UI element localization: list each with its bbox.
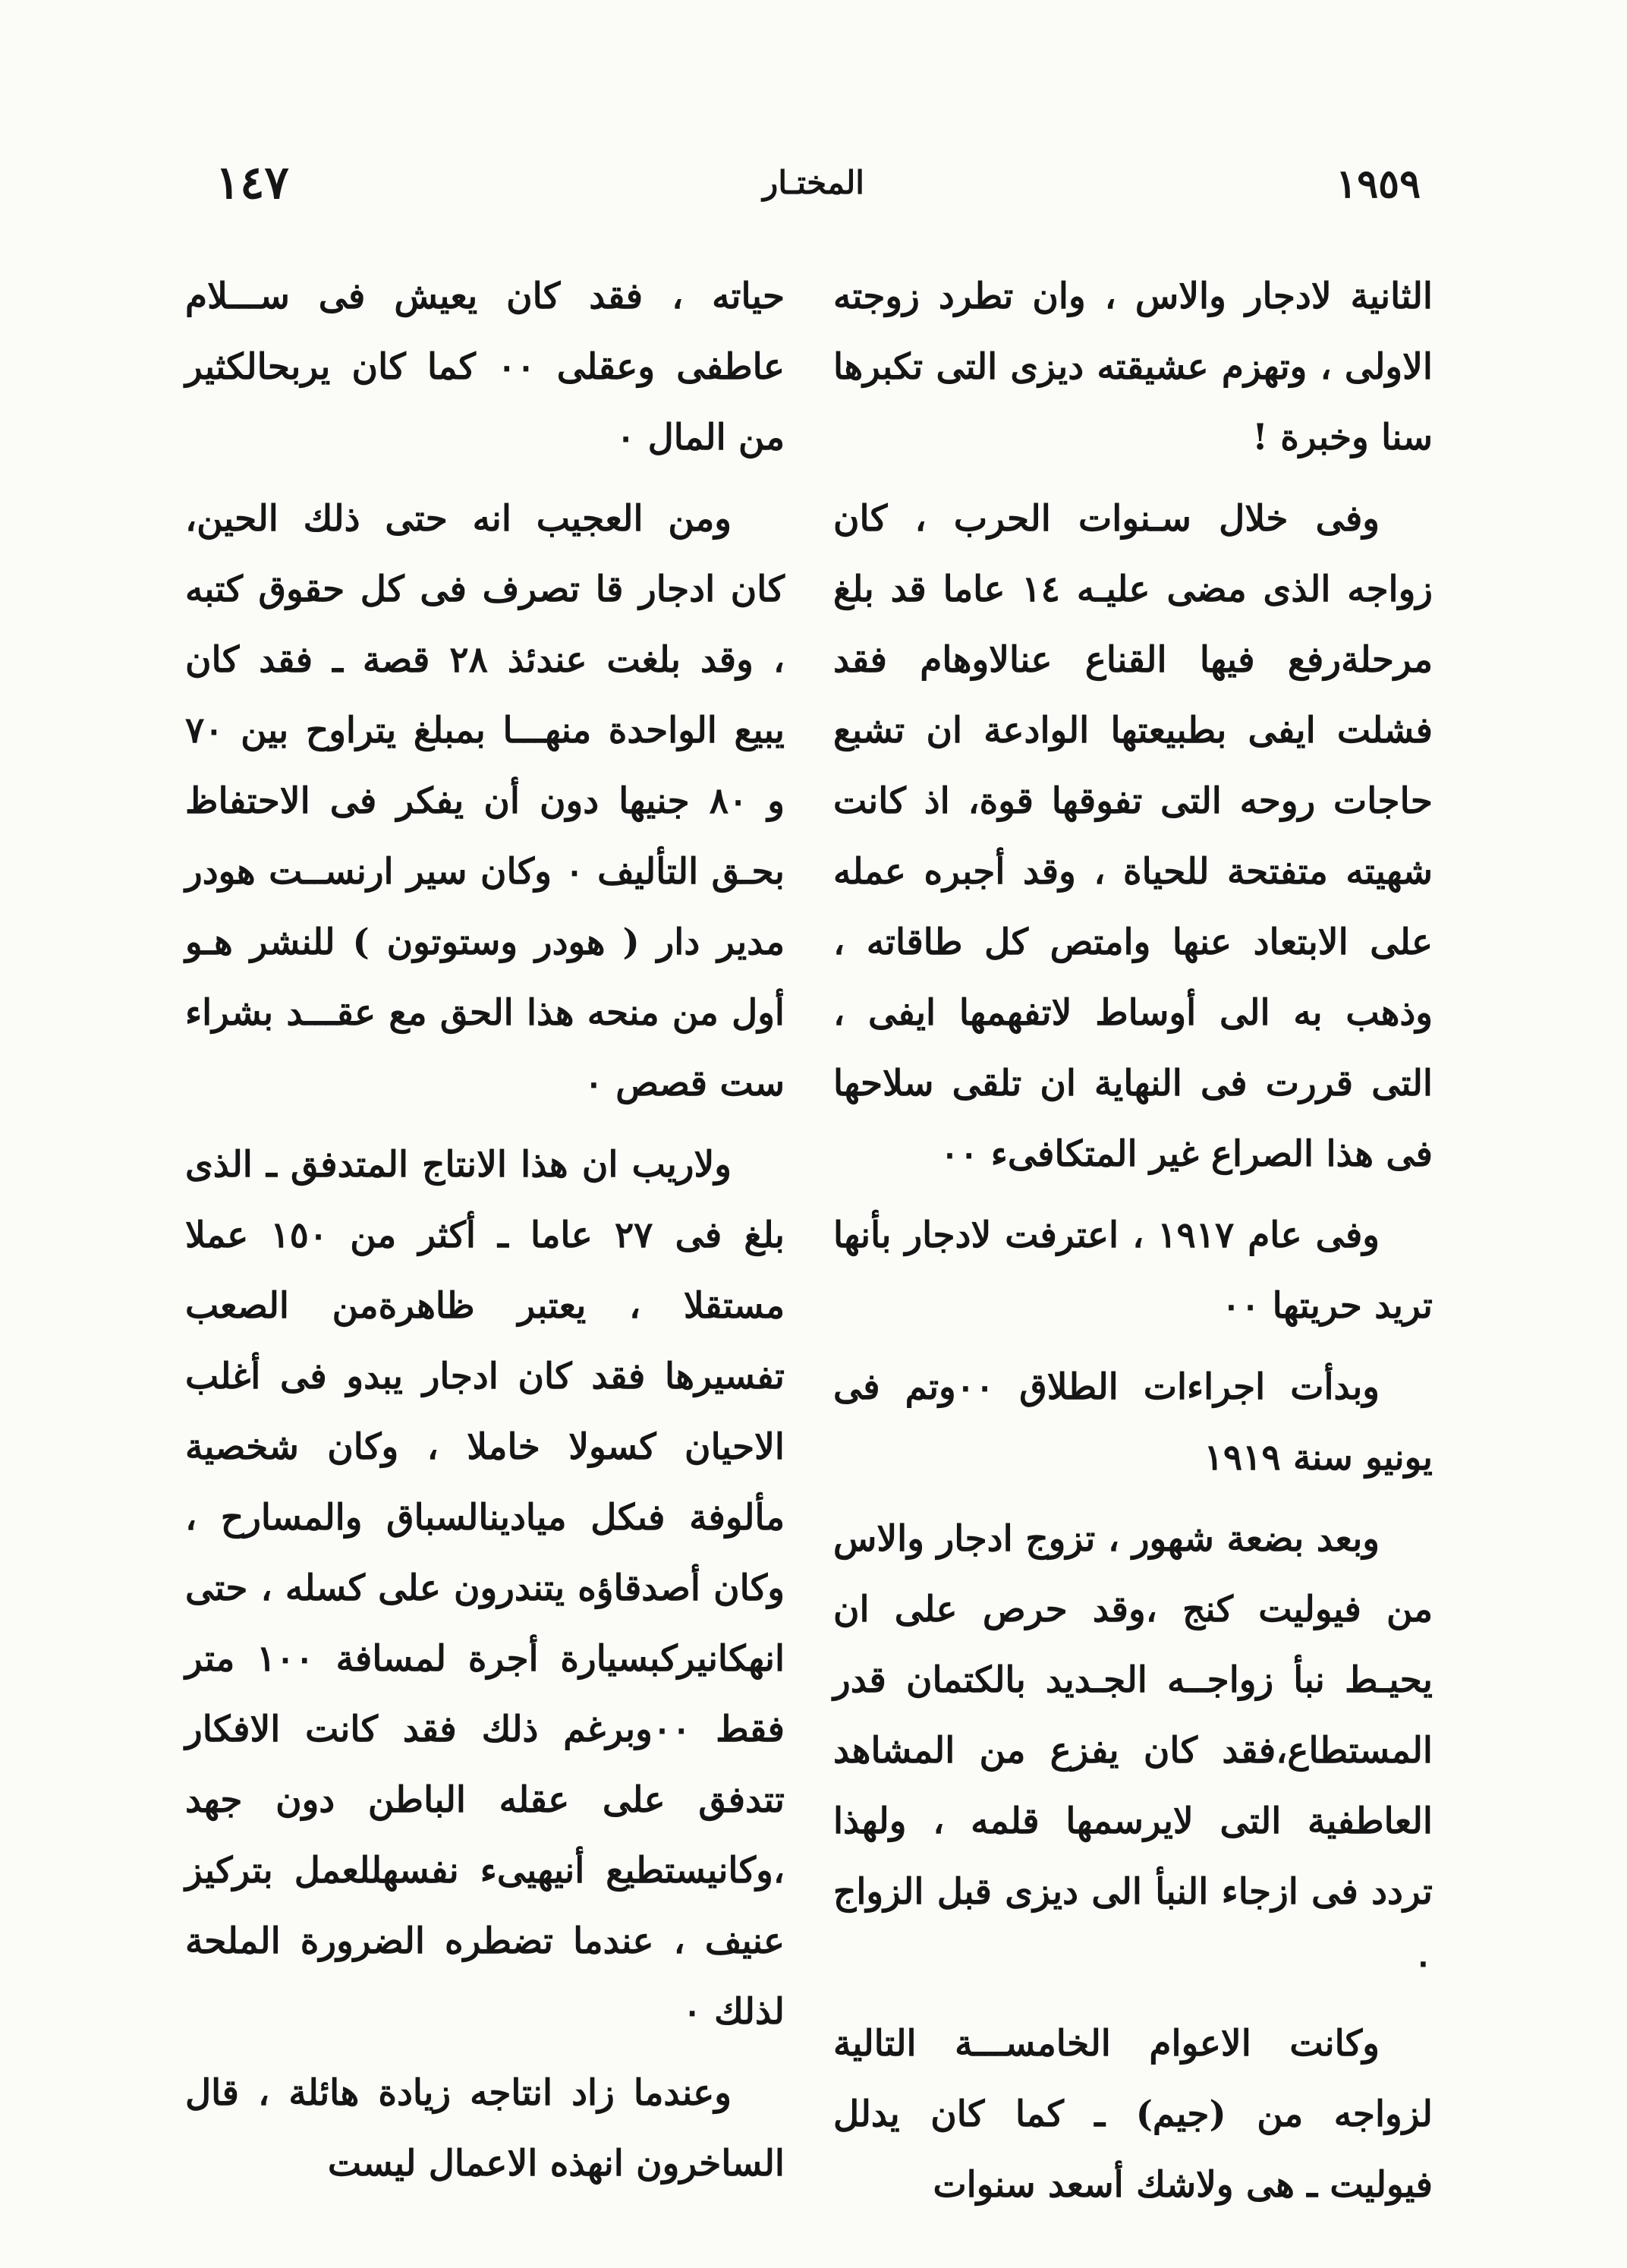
right-column [833, 261, 1433, 2220]
paragraph: ولاريب ان هذا الانتاج المتدفق ـ الذى بلغ فى ٢٧ عاما ـ أكثر من ١٥٠ عملا مستقلا ، يعتبر ظاهرةمن الصعب تفسيرها فقد كان ادجار يبدو فى أغلب الاحيان كسولا خاملا ، وكان شخصية مألوفة فىكل ميادينالسباق والمسارح ، وكان أصدقاؤه يتندرون على كسله ، حتى انهكانيركبسيارة أجرة لمسافة ١٠٠ متر فقط ٠٠وبرغم ذلك فقد كانت الافكار تتدفق على عقله الباطن دون جهد ،وكانيستطيع أنيهيىء نفسهللعمل بتركيز عنيف ، عندما تضطره الضرورة الملحة لذلك ٠ [185, 1144, 785, 2033]
paragraph: الثانية لادجار والاس ، وان تطرد زوجته الاولى ، وتهزم عشيقته ديزى التى تكبرها سنا وخبرة ! [833, 276, 1433, 458]
running-title: المختـار [763, 164, 864, 201]
paragraph: وفى خلال سـنوات الحرب ، كان زواجه الذى مضى عليـه ١٤ عاما قد بلغ مرحلةرفع فيها القناع عنالاوهام فقد فشلت ايفى بطبيعتها الوادعة ان تشبع حاجات روحه التى تفوقها قوة، اذ كانت شهيته متفتحة للحياة ، وقد أجبره عمله على الابتعاد عنها وامتص كل طاقاته ، وذهب به الى أوساط لاتفهمها ايفى ، التى قررت فى النهاية ان تلقى سلاحها فى هذا الصراع غير المتكافىء ٠٠ [833, 498, 1433, 1175]
paragraph: وبعد بضعة شهور ، تزوج ادجار والاس من فيوليت كنج ،وقد حرص على ان يحيـط نبأ زواجــه الجـديد بالكتمان قدر المستطاع،فقد كان يفزع من المشاهد العاطفية التى لايرسمها قلمه ، ولهذا تردد فى ازجاء النبأ الى ديزى قبل الزواج ٠ [833, 1518, 1433, 1983]
paragraph: ومن العجيب انه حتى ذلك الحين، كان ادجار قا تصرف فى كل حقوق كتبه ، وقد بلغت عندئذ ٢٨ قصة ـ فقد كان يبيع الواحدة منهـــا بمبلغ يتراوح بين ٧٠ و ٨٠ جنيها دون أن يفكر فى الاحتفاظ بحـق التأليف ٠ وكان سير ارنســت هودر مدير دار ( هودر وستوتون ) للنشر هـو أول من منحه هذا الحق مع عقـــد بشراء ست قصص ٠ [185, 498, 785, 1104]
paragraph: وبدأت اجراءات الطلاق ٠٠وتم فى يونيو سنة ١٩١٩ [833, 1366, 1433, 1479]
page-header [194, 156, 1433, 217]
page-number: ١٤٧ [216, 156, 289, 209]
paragraph: وعندما زاد انتاجه زيادة هائلة ، قال الساخرون انهذه الاعمال ليست [185, 2072, 785, 2185]
year-label: ١٩٥٩ [1336, 161, 1421, 207]
left-column [185, 261, 785, 2199]
paragraph: وفى عام ١٩١٧ ، اعترفت لادجار بأنها تريد حريتها ٠٠ [833, 1214, 1433, 1327]
paragraph: وكانت الاعوام الخامســـة التالية لزواجه من (جيم) ـ كما كان يدلل فيوليت ـ هى ولاشك أسعد سنوات [833, 2023, 1433, 2206]
paragraph: حياته ، فقد كان يعيش فى ســـلام عاطفى وعقلى ٠٠ كما كان يربحالكثير من المال ٠ [185, 276, 785, 458]
